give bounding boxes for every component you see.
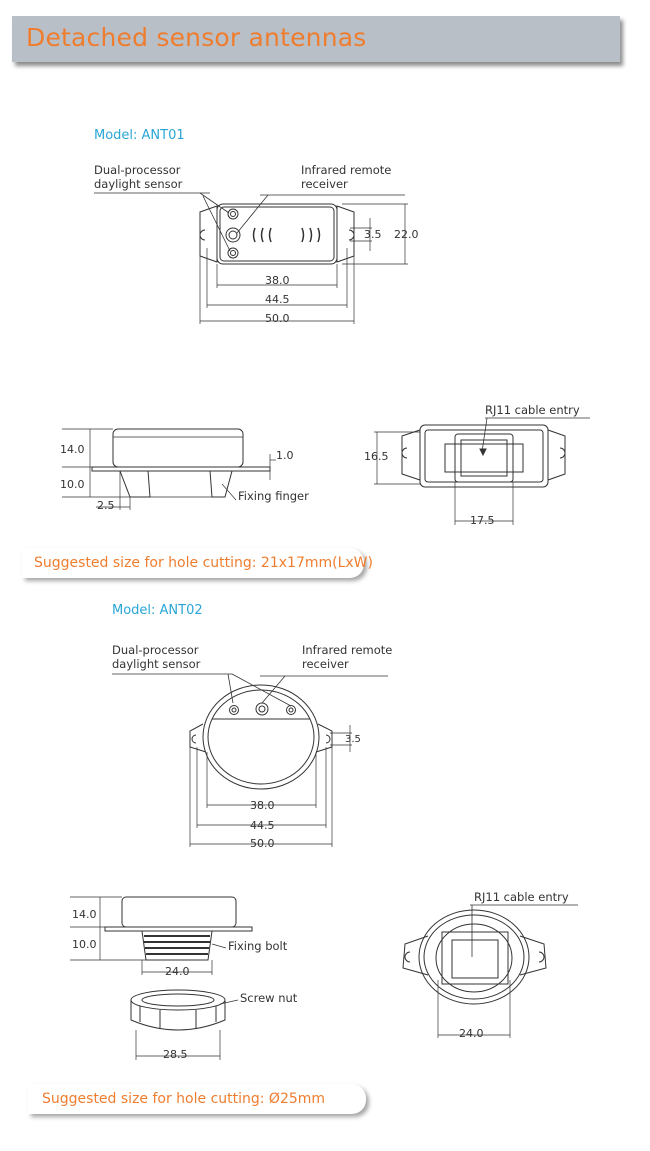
ant01-dim-50: 50.0 [265,312,290,325]
ant02-ir-label-1: Infrared remote [302,643,393,657]
ant01-bottom-view [364,403,590,527]
ant01-side-dim-10: 10.0 [60,478,85,491]
ant01-ir-label-1: Infrared remote [301,163,392,177]
hole-cutting-text-ant02: Suggested size for hole cutting: Ø25mm [42,1091,326,1107]
ant01-dim-22: 22.0 [394,228,419,241]
ant02-dim-50: 50.0 [250,837,275,850]
ant02-screw-nut-label: Screw nut [240,991,298,1005]
ant02-fixing-bolt-label: Fixing bolt [228,939,288,953]
ant01-daylight-label-2: daylight sensor [94,177,183,191]
model-ant02-label: Model: ANT02 [112,603,203,618]
ant01-side-dim-1: 1.0 [276,449,294,462]
ant01-dim-3-5: 3.5 [364,228,382,241]
ant02-dim-44-5: 44.5 [250,819,275,832]
page-title: Detached sensor antennas [26,23,367,52]
ant02-nut-dim-28-5: 28.5 [163,1048,188,1061]
ant01-dim-38: 38.0 [265,274,290,287]
ant02-rj11-label: RJ11 cable entry [474,890,569,904]
ant01-daylight-label-1: Dual-processor [94,163,181,177]
ant02-dim-38: 38.0 [250,799,275,812]
ant01-side-dim-2-5: 2.5 [97,499,115,512]
ant01-bottom-dim-17-5: 17.5 [470,514,495,527]
ant01-bottom-dim-16-5: 16.5 [364,450,389,463]
ant02-bottom-dim-24: 24.0 [459,1027,484,1040]
ant02-daylight-label-2: daylight sensor [112,657,201,671]
ant02-side-dim-24: 24.0 [165,965,190,978]
ant02-side-view [70,897,298,1061]
ant01-dim-44-5: 44.5 [265,293,290,306]
ant01-side-dim-14: 14.0 [60,443,85,456]
ant02-daylight-label-1: Dual-processor [112,643,199,657]
ant01-top-view [94,163,419,325]
hole-cutting-text-ant01: Suggested size for hole cutting: 21x17mm(LxW) [34,555,373,571]
ant02-bottom-view [403,890,578,1040]
ant01-ir-label-2: receiver [301,177,348,191]
ant01-side-view [60,429,309,512]
ant02-top-view [112,643,392,850]
ant02-dim-3-5: 3.5 [345,734,361,745]
ant02-side-dim-10: 10.0 [72,938,97,951]
ant01-fixing-finger-label: Fixing finger [238,489,309,503]
ant02-ir-label-2: receiver [302,657,349,671]
ant01-rj11-label: RJ11 cable entry [485,403,580,417]
ant02-side-dim-14: 14.0 [72,908,97,921]
model-ant01-label: Model: ANT01 [94,128,185,143]
